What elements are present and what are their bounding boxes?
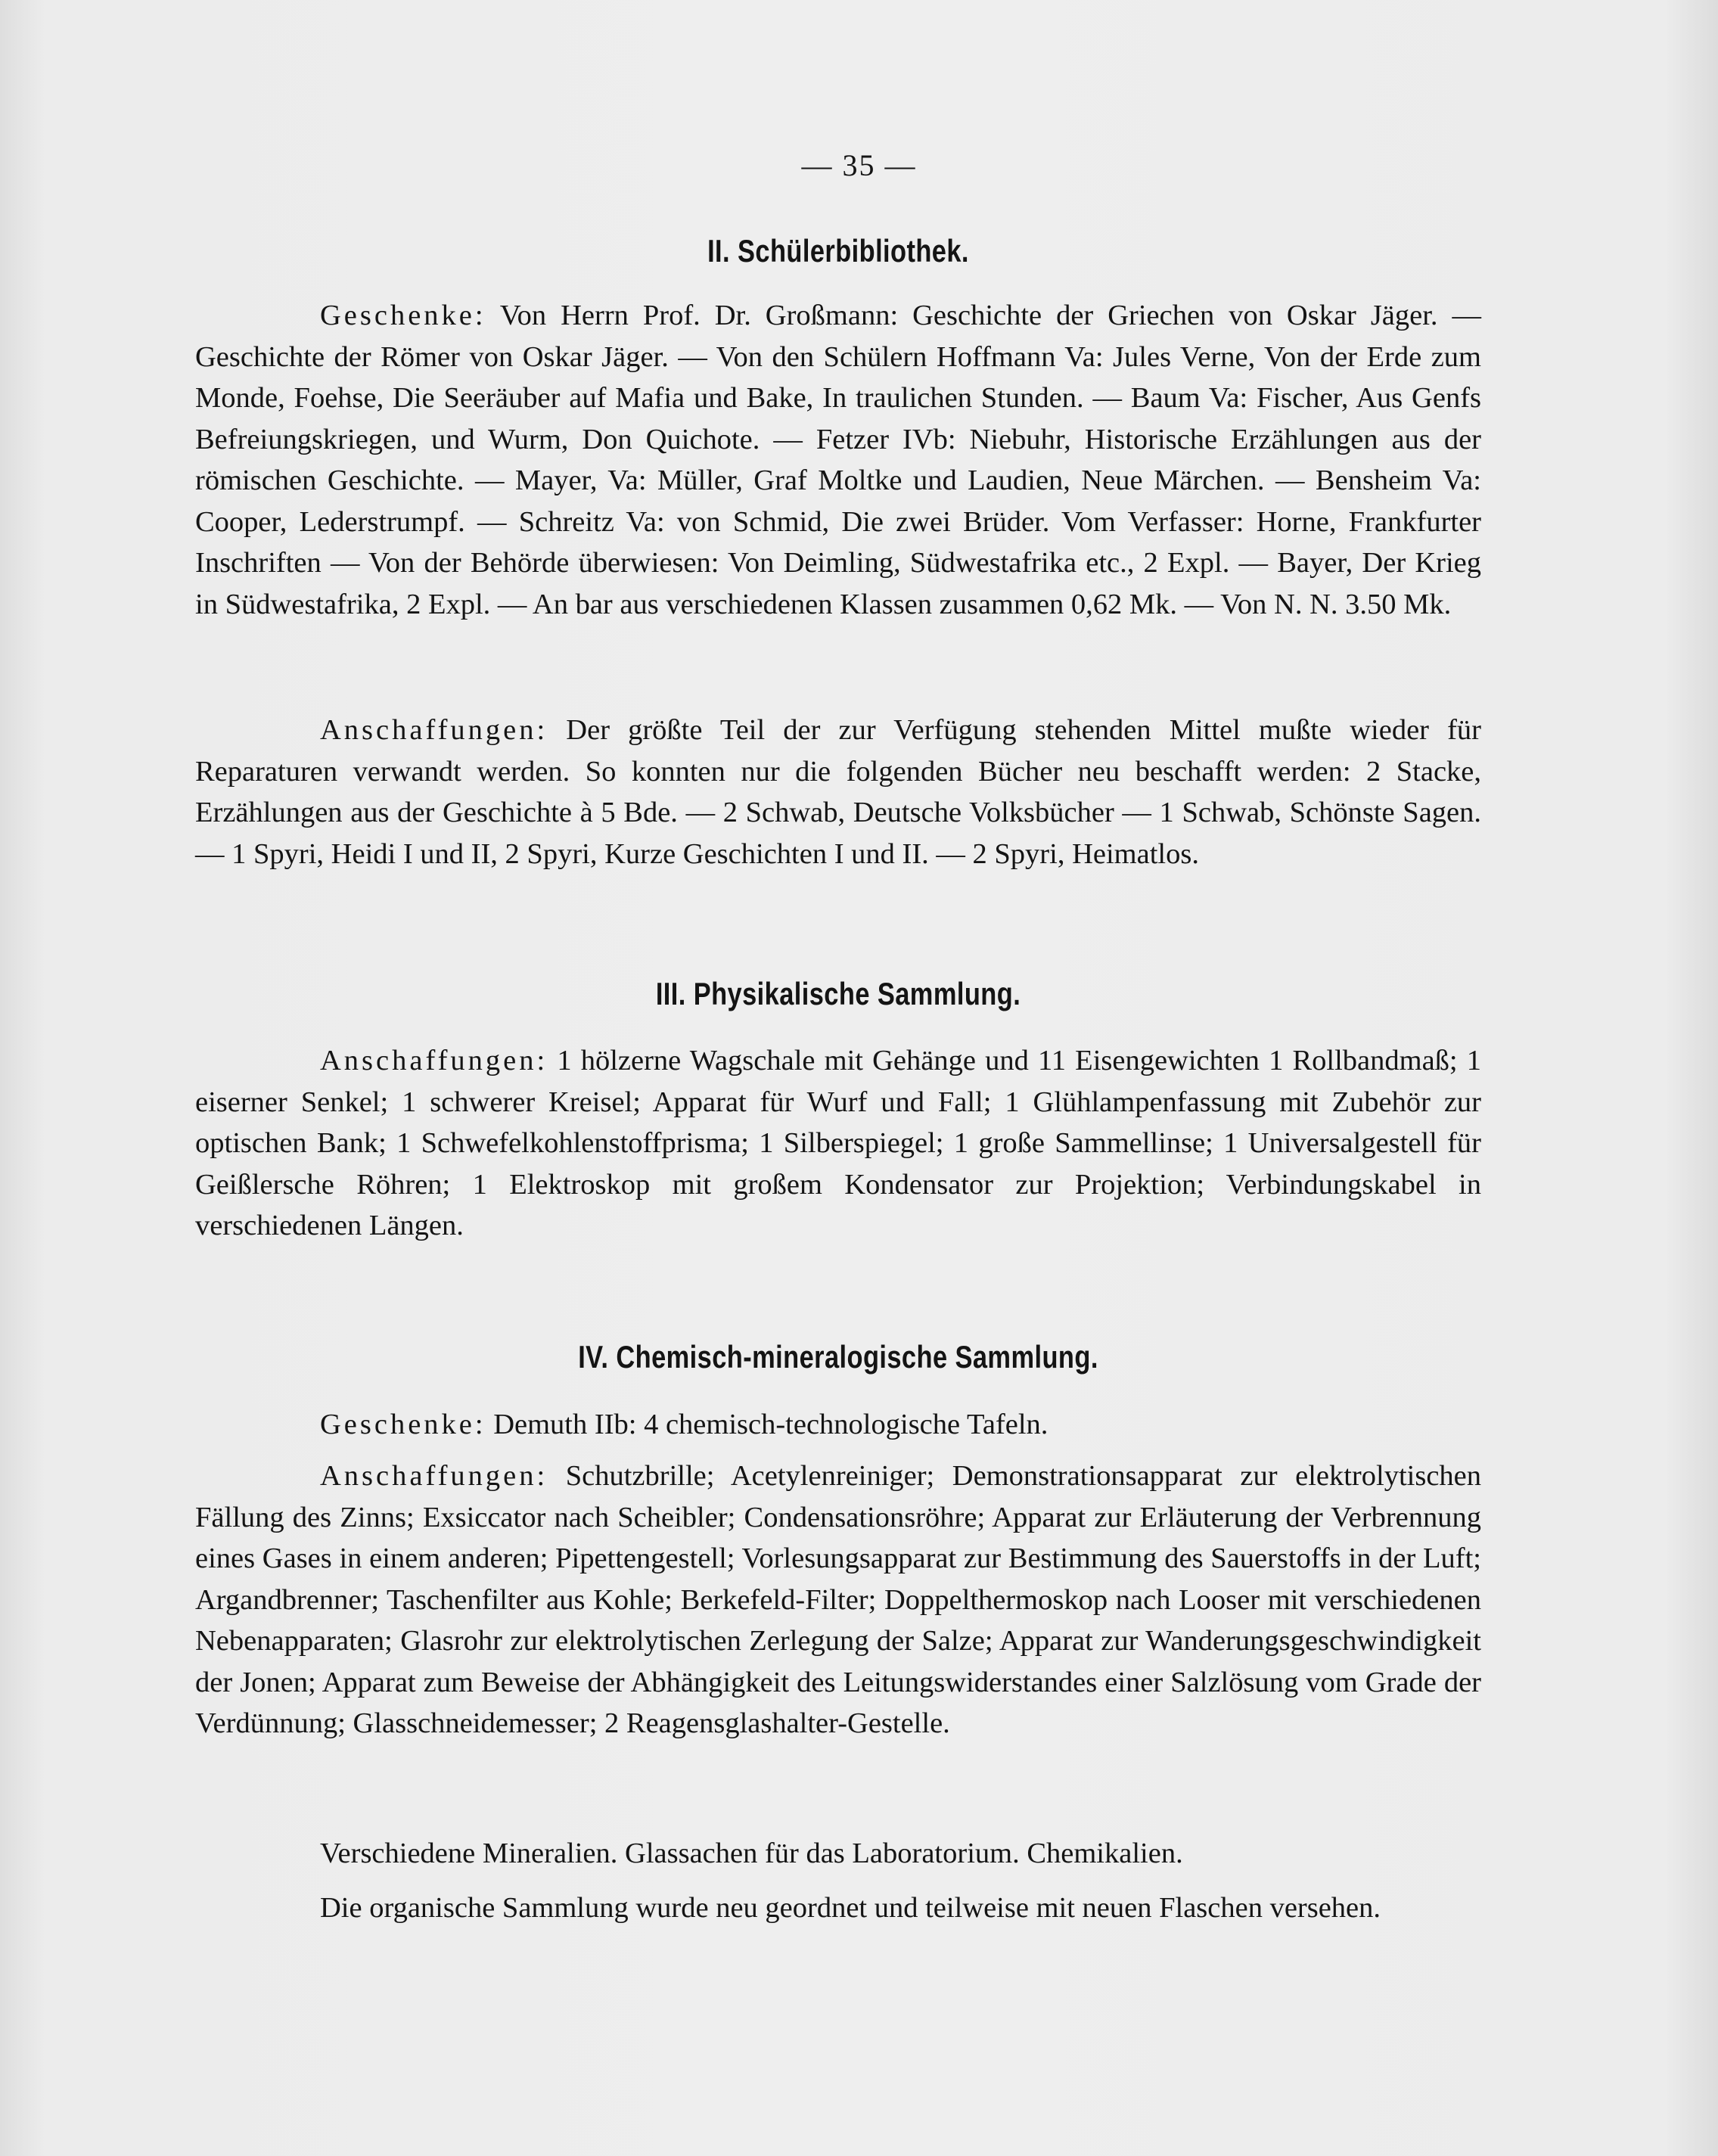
paragraph [195, 1040, 1481, 1247]
section-heading: IV. Chemisch-mineralogische Sammlung. [578, 1339, 1098, 1375]
paragraph-organische-sammlung [195, 1887, 1481, 1929]
paragraph-lead: Geschenke: [320, 1409, 486, 1440]
paragraph-text: Von Herrn Prof. Dr. Großmann: Geschichte der Griechen von Oskar Jäger. — Geschichte der Römer von Oskar Jäger. — Von den Schülern Hoffmann Va: Jules Verne, Von der Erde zum Monde, Foehse, Die Seeräuber auf Mafia und Bake, In traulichen Stunden. — Baum Va: Fischer, Aus Genfs Befreiungskriegen, und Wurm, Don Quichote. — Fetzer IVb: Niebuhr, Historische Erzählungen aus der römischen Geschichte. — Mayer, Va: Müller, Graf Moltke und Laudien, Neue Märchen. — Bensheim Va: Cooper, Lederstrumpf. — Schreitz Va: von Schmid, Die zwei Brüder. Vom Verfasser: Horne, Frankfurter Inschriften — Von der Behörde überwiesen: Von Deimling, Südwestafrika etc., 2 Expl. — Bayer, Der Krieg in Südwestafrika, 2 Expl. — An bar aus verschiedenen Klassen zusammen 0,62 Mk. — Von N. N. 3.50 Mk. [195, 300, 1481, 620]
section-chemisch-mineralogische-sammlung [195, 1339, 1481, 1375]
paragraph: Verschiedene Mineralien. Glassachen für das Laboratorium. Chemikalien. [320, 1838, 1183, 1869]
paragraph-anschaffungen-bibliothek [195, 710, 1481, 875]
section-schuelerbibliothek [195, 233, 1481, 269]
paragraph-geschenke-chemie [195, 1404, 1481, 1446]
paragraph-anschaffungen-physik [195, 1040, 1481, 1247]
paragraph-text: Demuth IIb: 4 chemisch-technologische Tafeln. [486, 1409, 1049, 1440]
section-heading: II. Schülerbibliothek. [707, 233, 969, 269]
paragraph-lead: Anschaffungen: [320, 1460, 548, 1492]
paragraph-mineralien [195, 1833, 1481, 1875]
paragraph-lead: Anschaffungen: [320, 714, 548, 746]
paragraph: Die organische Sammlung wurde neu geordnet und teilweise mit neuen Flaschen versehen. [320, 1892, 1381, 1924]
paragraph-text: Schutzbrille; Acetylenreiniger; Demonstrationsapparat zur elektrolytischen Fällung des Zinns; Exsiccator nach Scheibler; Condensationsröhre; Apparat zur Erläuterung der Verbrennung eines Gases in einem anderen; Pipettengestell; Vorlesungsapparat zur Bestimmung des Sauerstoffs in der Luft; Argandbrenner; Taschenfilter aus Kohle; Berkefeld-Filter; Doppelthermoskop nach Looser mit verschiedenen Nebenapparaten; Glasrohr zur elektrolytischen Zerlegung der Salze; Apparat zur Wanderungsgeschwindigkeit der Jonen; Apparat zum Beweise der Abhängigkeit des Leitungswiderstandes einer Salzlösung vom Grade der Verdünnung; Glasschneidemesser; 2 Reagensglashalter-Gestelle. [195, 1460, 1481, 1739]
paragraph-geschenke-bibliothek [195, 295, 1481, 625]
paragraph-text: 1 hölzerne Wagschale mit Gehänge und 11 Eisengewichten 1 Rollbandmaß; 1 eiserner Senkel; 1 schwerer Kreisel; Apparat für Wurf und Fall; 1 Glühlampenfassung mit Zubehör zur optischen Bank; 1 Schwefelkohlenstoffprisma; 1 Silberspiegel; 1 große Sammellinse; 1 Universalgestell für Geißlersche Röhren; 1 Elektroskop mit großem Kondensator zur Projektion; Verbindungskabel in verschiedenen Längen. [195, 1045, 1481, 1241]
paragraph-lead: Anschaffungen: [320, 1045, 548, 1076]
paragraph [195, 1455, 1481, 1744]
section-physikalische-sammlung [195, 976, 1481, 1012]
paragraph [195, 295, 1481, 625]
paragraph [195, 1404, 1481, 1446]
paragraph [195, 710, 1481, 875]
paragraph-lead: Geschenke: [320, 300, 486, 331]
page-number: — 35 — [801, 148, 917, 182]
paragraph-anschaffungen-chemie [195, 1455, 1481, 1744]
section-heading: III. Physikalische Sammlung. [655, 976, 1021, 1011]
paragraph-text: Der größte Teil der zur Verfügung stehenden Mittel mußte wieder für Reparaturen verwandt werden. So konnten nur die folgenden Bücher neu beschafft werden: 2 Stacke, Erzählungen aus der Geschichte à 5 Bde. — 2 Schwab, Deutsche Volksbücher — 1 Schwab, Schönste Sagen. — 1 Spyri, Heidi I und II, 2 Spyri, Kurze Geschichten I und II. — 2 Spyri, Heimatlos. [195, 714, 1481, 870]
